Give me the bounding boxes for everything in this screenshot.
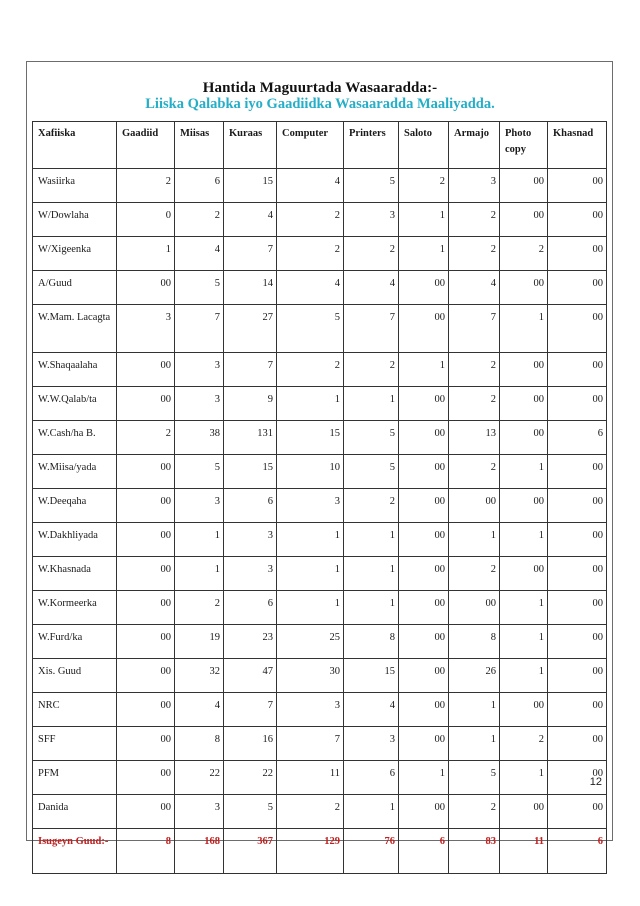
value-cell: 00: [548, 353, 607, 387]
office-name-cell: W.Kormeerka: [33, 591, 117, 625]
value-cell: 5: [449, 761, 500, 795]
value-cell: 00: [548, 591, 607, 625]
value-cell: 6: [399, 829, 449, 874]
value-cell: 16: [224, 727, 277, 761]
value-cell: 2: [399, 169, 449, 203]
value-cell: 00: [117, 523, 175, 557]
value-cell: 1: [344, 795, 399, 829]
document-subtitle: Liiska Qalabka iyo Gaadiidka Wasaaradda Maaliyadda.: [145, 96, 495, 112]
value-cell: 00: [548, 693, 607, 727]
office-name-cell: PFM: [33, 761, 117, 795]
value-cell: 00: [399, 421, 449, 455]
value-cell: 1: [277, 591, 344, 625]
value-cell: 00: [117, 795, 175, 829]
office-name-cell: W.Cash/ha B.: [33, 421, 117, 455]
value-cell: 2: [277, 795, 344, 829]
value-cell: 2: [449, 237, 500, 271]
document-title: Hantida Maguurtada Wasaaradda:-: [202, 80, 438, 96]
value-cell: 22: [224, 761, 277, 795]
value-cell: 2: [175, 591, 224, 625]
value-cell: 00: [399, 305, 449, 353]
table-row: [33, 353, 607, 387]
value-cell: 3: [175, 353, 224, 387]
table-body: [33, 169, 607, 874]
value-cell: 00: [500, 169, 548, 203]
value-cell: 7: [344, 305, 399, 353]
value-cell: 2: [344, 353, 399, 387]
column-header: Xafiiska: [33, 122, 117, 169]
value-cell: 00: [399, 795, 449, 829]
office-name-cell: Isugeyn Guud:-: [33, 829, 117, 874]
table-row: [33, 557, 607, 591]
value-cell: 7: [277, 727, 344, 761]
value-cell: 1: [500, 659, 548, 693]
value-cell: 131: [224, 421, 277, 455]
value-cell: 00: [117, 271, 175, 305]
value-cell: 00: [500, 271, 548, 305]
value-cell: 2: [277, 237, 344, 271]
value-cell: 1: [449, 727, 500, 761]
value-cell: 4: [344, 693, 399, 727]
table-row: [33, 523, 607, 557]
table-row: [33, 203, 607, 237]
value-cell: 2: [117, 421, 175, 455]
value-cell: 7: [224, 237, 277, 271]
value-cell: 3: [224, 523, 277, 557]
value-cell: 00: [399, 455, 449, 489]
value-cell: 1: [500, 455, 548, 489]
value-cell: 3: [175, 387, 224, 421]
value-cell: 4: [224, 203, 277, 237]
value-cell: 1: [344, 387, 399, 421]
column-header: Armajo: [449, 122, 500, 169]
value-cell: 6: [175, 169, 224, 203]
value-cell: 00: [449, 591, 500, 625]
office-name-cell: A/Guud: [33, 271, 117, 305]
office-name-cell: W/Xigeenka: [33, 237, 117, 271]
value-cell: 00: [548, 305, 607, 353]
value-cell: 14: [224, 271, 277, 305]
value-cell: 00: [117, 693, 175, 727]
table-row: [33, 659, 607, 693]
value-cell: 4: [175, 237, 224, 271]
office-name-cell: W.Shaqaalaha: [33, 353, 117, 387]
office-name-cell: SFF: [33, 727, 117, 761]
value-cell: 7: [449, 305, 500, 353]
value-cell: 76: [344, 829, 399, 874]
value-cell: 00: [399, 625, 449, 659]
value-cell: 1: [500, 591, 548, 625]
value-cell: 1: [500, 523, 548, 557]
value-cell: 1: [344, 523, 399, 557]
table-row: [33, 591, 607, 625]
value-cell: 32: [175, 659, 224, 693]
value-cell: 00: [500, 421, 548, 455]
value-cell: 00: [548, 489, 607, 523]
value-cell: 8: [175, 727, 224, 761]
value-cell: 11: [277, 761, 344, 795]
value-cell: 2: [175, 203, 224, 237]
table-row: [33, 305, 607, 353]
office-name-cell: Wasiirka: [33, 169, 117, 203]
table-row: [33, 727, 607, 761]
value-cell: 5: [175, 271, 224, 305]
office-name-cell: NRC: [33, 693, 117, 727]
value-cell: 7: [224, 693, 277, 727]
value-cell: 00: [117, 591, 175, 625]
value-cell: 00: [500, 557, 548, 591]
value-cell: 4: [175, 693, 224, 727]
value-cell: 2: [344, 237, 399, 271]
value-cell: 1: [449, 693, 500, 727]
office-name-cell: W.Deeqaha: [33, 489, 117, 523]
value-cell: 3: [277, 489, 344, 523]
value-cell: 5: [344, 455, 399, 489]
value-cell: 00: [548, 557, 607, 591]
value-cell: 9: [224, 387, 277, 421]
value-cell: 6: [548, 829, 607, 874]
column-header: Kuraas: [224, 122, 277, 169]
value-cell: 11: [500, 829, 548, 874]
value-cell: 00: [548, 237, 607, 271]
value-cell: 3: [277, 693, 344, 727]
value-cell: 8: [449, 625, 500, 659]
value-cell: 4: [277, 169, 344, 203]
value-cell: 00: [399, 489, 449, 523]
page-number: 12: [589, 776, 602, 788]
value-cell: 00: [399, 693, 449, 727]
value-cell: 00: [117, 387, 175, 421]
value-cell: 2: [344, 489, 399, 523]
value-cell: 6: [224, 591, 277, 625]
value-cell: 47: [224, 659, 277, 693]
value-cell: 19: [175, 625, 224, 659]
value-cell: 3: [117, 305, 175, 353]
value-cell: 3: [224, 557, 277, 591]
value-cell: 168: [175, 829, 224, 874]
value-cell: 1: [399, 237, 449, 271]
value-cell: 27: [224, 305, 277, 353]
value-cell: 00: [548, 271, 607, 305]
value-cell: 00: [399, 387, 449, 421]
value-cell: 3: [175, 795, 224, 829]
value-cell: 30: [277, 659, 344, 693]
value-cell: 1: [449, 523, 500, 557]
table-row: [33, 625, 607, 659]
value-cell: 00: [548, 455, 607, 489]
value-cell: 00: [500, 795, 548, 829]
value-cell: 2: [449, 795, 500, 829]
office-name-cell: W/Dowlaha: [33, 203, 117, 237]
total-row: [33, 829, 607, 874]
value-cell: 1: [277, 523, 344, 557]
value-cell: 00: [117, 489, 175, 523]
office-name-cell: Xis. Guud: [33, 659, 117, 693]
column-header: Photo copy: [500, 122, 548, 169]
value-cell: 3: [175, 489, 224, 523]
value-cell: 1: [500, 761, 548, 795]
value-cell: 8: [344, 625, 399, 659]
value-cell: 0: [117, 203, 175, 237]
value-cell: 00: [117, 727, 175, 761]
value-cell: 22: [175, 761, 224, 795]
table-row: [33, 169, 607, 203]
value-cell: 23: [224, 625, 277, 659]
value-cell: 3: [344, 727, 399, 761]
value-cell: 4: [277, 271, 344, 305]
table-row: [33, 271, 607, 305]
value-cell: 00: [500, 489, 548, 523]
value-cell: 00: [500, 693, 548, 727]
office-name-cell: W.Dakhliyada: [33, 523, 117, 557]
value-cell: 00: [548, 523, 607, 557]
value-cell: 00: [548, 761, 607, 795]
value-cell: 2: [500, 237, 548, 271]
column-header: Khasnad: [548, 122, 607, 169]
value-cell: 6: [548, 421, 607, 455]
value-cell: 00: [548, 387, 607, 421]
inventory-table: [32, 121, 607, 874]
value-cell: 1: [117, 237, 175, 271]
value-cell: 00: [500, 353, 548, 387]
office-name-cell: W.Khasnada: [33, 557, 117, 591]
column-header: Printers: [344, 122, 399, 169]
value-cell: 1: [500, 625, 548, 659]
value-cell: 15: [277, 421, 344, 455]
table-row: [33, 387, 607, 421]
value-cell: 5: [224, 795, 277, 829]
value-cell: 00: [399, 727, 449, 761]
value-cell: 00: [548, 659, 607, 693]
value-cell: 00: [500, 203, 548, 237]
value-cell: 1: [399, 761, 449, 795]
value-cell: 13: [449, 421, 500, 455]
value-cell: 00: [117, 659, 175, 693]
office-name-cell: W.W.Qalab/ta: [33, 387, 117, 421]
value-cell: 5: [175, 455, 224, 489]
value-cell: 4: [344, 271, 399, 305]
value-cell: 6: [344, 761, 399, 795]
value-cell: 3: [449, 169, 500, 203]
value-cell: 00: [548, 727, 607, 761]
value-cell: 129: [277, 829, 344, 874]
table-row: [33, 421, 607, 455]
office-name-cell: W.Miisa/yada: [33, 455, 117, 489]
office-name-cell: Danida: [33, 795, 117, 829]
table-row: [33, 795, 607, 829]
value-cell: 367: [224, 829, 277, 874]
value-cell: 00: [548, 795, 607, 829]
value-cell: 1: [344, 557, 399, 591]
value-cell: 2: [500, 727, 548, 761]
value-cell: 00: [548, 203, 607, 237]
column-header: Saloto: [399, 122, 449, 169]
value-cell: 2: [449, 203, 500, 237]
value-cell: 1: [175, 523, 224, 557]
value-cell: 00: [117, 557, 175, 591]
value-cell: 00: [117, 625, 175, 659]
column-header: Computer: [277, 122, 344, 169]
value-cell: 00: [548, 625, 607, 659]
value-cell: 26: [449, 659, 500, 693]
value-cell: 00: [548, 169, 607, 203]
column-header: Miisas: [175, 122, 224, 169]
value-cell: 4: [449, 271, 500, 305]
table-row: [33, 237, 607, 271]
value-cell: 1: [277, 387, 344, 421]
value-cell: 00: [399, 659, 449, 693]
value-cell: 00: [500, 387, 548, 421]
value-cell: 2: [277, 203, 344, 237]
value-cell: 00: [399, 591, 449, 625]
value-cell: 6: [224, 489, 277, 523]
value-cell: 00: [117, 353, 175, 387]
value-cell: 2: [117, 169, 175, 203]
value-cell: 5: [344, 421, 399, 455]
office-name-cell: W.Mam. Lacagta: [33, 305, 117, 353]
value-cell: 2: [449, 557, 500, 591]
value-cell: 5: [344, 169, 399, 203]
table-row: [33, 455, 607, 489]
value-cell: 00: [399, 523, 449, 557]
value-cell: 7: [175, 305, 224, 353]
value-cell: 00: [399, 557, 449, 591]
value-cell: 00: [117, 761, 175, 795]
office-name-cell: W.Furd/ka: [33, 625, 117, 659]
value-cell: 8: [117, 829, 175, 874]
value-cell: 00: [449, 489, 500, 523]
value-cell: 2: [449, 353, 500, 387]
value-cell: 1: [277, 557, 344, 591]
value-cell: 15: [224, 455, 277, 489]
value-cell: 5: [277, 305, 344, 353]
value-cell: 1: [399, 203, 449, 237]
value-cell: 7: [224, 353, 277, 387]
value-cell: 1: [500, 305, 548, 353]
value-cell: 1: [399, 353, 449, 387]
value-cell: 00: [117, 455, 175, 489]
table-row: [33, 761, 607, 795]
value-cell: 1: [344, 591, 399, 625]
value-cell: 15: [344, 659, 399, 693]
table-header-row: [33, 122, 607, 169]
column-header: Gaadiid: [117, 122, 175, 169]
value-cell: 2: [449, 387, 500, 421]
value-cell: 00: [399, 271, 449, 305]
value-cell: 15: [224, 169, 277, 203]
value-cell: 2: [449, 455, 500, 489]
value-cell: 25: [277, 625, 344, 659]
table-row: [33, 693, 607, 727]
table-row: [33, 489, 607, 523]
value-cell: 10: [277, 455, 344, 489]
value-cell: 2: [277, 353, 344, 387]
value-cell: 83: [449, 829, 500, 874]
value-cell: 1: [175, 557, 224, 591]
value-cell: 38: [175, 421, 224, 455]
value-cell: 3: [344, 203, 399, 237]
